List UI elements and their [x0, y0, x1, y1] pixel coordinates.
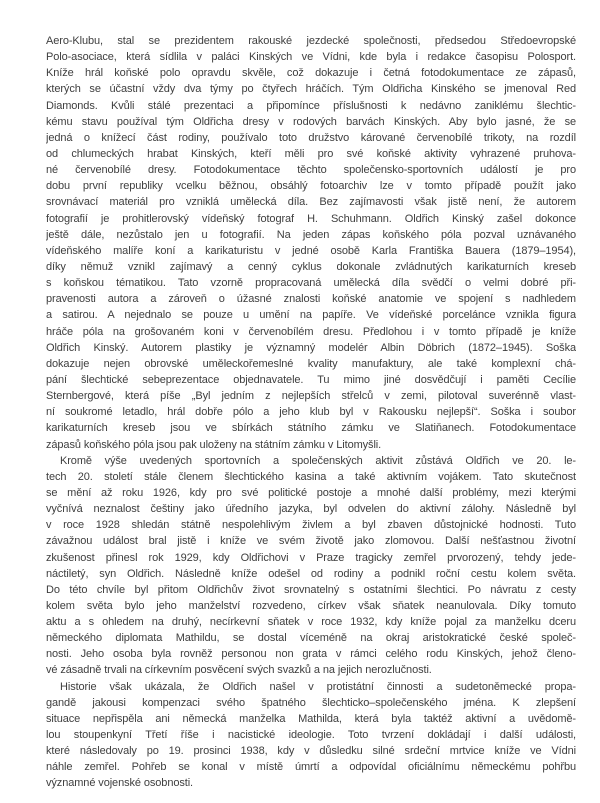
text-line: vé zásadně trvali na církevním posvěcení svých svazků a na jejich nerozlučnosti.	[46, 664, 432, 677]
text-line: tech 20. století stále členem šlechtického kasina a také aktivním vojákem. Tato skutečnost	[46, 470, 576, 483]
text-line: kterých se účastní vždy dva týmy po čtyřech hráčích. Tým Oldřicha Kinského se jmenoval Red	[46, 83, 576, 96]
text-line: aktu a s ohledem na druhý, necírkevní sňatek v roce 1932, kdy kníže pojal za manželku dceru	[46, 616, 576, 629]
text-line: Diamonds. Kvůli stálé prezentaci a připomínce příslušnosti k nedávno zaniklému šlechtic-	[46, 99, 576, 112]
text-line: dobu první republiky vcelku běžnou, obsáhlý fotoarchiv lze v tomto případě použít jako	[46, 180, 576, 193]
text-line: a satirou. A nejednalo se pouze u umění na papíře. Ve vídeňské porcelánce vznikla figura	[46, 309, 576, 322]
text-line: zkušenost přinesl rok 1929, kdy Oldřichovi v Praze tragicky zemřel prvorozený, tehdy jede-	[46, 551, 576, 564]
text-line: Do této chvíle byl přitom Oldřichův život srovnatelný s ostatními šlechtici. Po návratu z cesty	[46, 583, 576, 596]
text-line: kému stavu používal tým Oldřicha dresy v rodových barvách Kinských. Aby bylo jasné, že se	[46, 115, 576, 128]
text-line: Kníže hrál koňské polo opravdu skvěle, což dokazuje i četná fotodokumentace ze zápasů,	[46, 67, 576, 80]
text-line: hráče póla na grošovaném koni v červenobílém dresu. Předlohou i v tomto případě je kníže	[46, 325, 576, 338]
text-line: které následovaly po 19. prosinci 1938, kdy v důsledku silné srdeční mrtvice kníže ve Vídni	[46, 745, 576, 758]
text-line: se mění až roku 1926, kdy pro své politické postoje a mnohé další problémy, mezi kterými	[46, 486, 576, 499]
text-line: s koňskou tématikou. Tato vzorně propracovaná umělecká díla svědčí o velmi dobré při-	[46, 277, 576, 290]
text-line: situace nepřispěla ani německá manželka Mathilda, která byla taktéž aktivní a uvědomě-	[46, 712, 576, 725]
text-line: zápasů koňského póla jsou pak uloženy na státním zámku v Litomyšli.	[46, 438, 382, 451]
text-line: karikaturních kreseb jsou ve sbírkách státního zámku ve Slatiňanech. Fotodokumentace	[46, 422, 576, 435]
text-line: německého diplomata Mathildu, se dostal víceméně na okraj aristokratické české společ-	[46, 632, 576, 645]
text-line: závažnou událost bral jistě i kníže ve svém životě jako zlomovou. Další nešťastnou životní	[46, 535, 576, 548]
text-line: Oldřich Kinský. Autorem plastiky je významný modelér Albin Döbrich (1872–1945). Soška	[46, 341, 576, 354]
text-line: nosti. Jeho osoba byla rovněž personou non grata v rámci celého rodu Kinských, jehož členo-	[46, 648, 576, 661]
text-line: gandě jakousi kompenzaci svého špatného šlechticko–společenského jména. K zlepšení	[46, 696, 576, 709]
text-line: náctiletý, syn Oldřich. Následně kníže odešel od rodiny a podnikl roční cestu kolem světa.	[46, 567, 576, 580]
text-column	[46, 33, 576, 792]
text-line: náhle zemřel. Pohřeb se konal v místě úmrtí a odpovídal oficiálnímu německému pohřbu	[46, 761, 576, 774]
text-line: kolem světa bylo jeho manželství rozvedeno, církev však sňatek neanulovala. Díky tomuto	[46, 599, 576, 612]
text-line: díky němuž vznikl zajímavý a cenný cyklus dokonale zvládnutých karikaturních kreseb	[46, 260, 576, 273]
text-line: vyčnívá neznalost češtiny jako úředního jazyka, byl odvelen do aktivní zálohy. Následně byl	[46, 503, 576, 516]
text-line: významné vojenské osobnosti.	[46, 777, 194, 790]
text-line: né červenobílé dresy. Fotodokumentace těchto společensko-sportovních událostí je pro	[46, 164, 576, 177]
text-line: pání šlechtické sebeprezentace objednavatele. Tu mimo jiné dosvědčují i paměti Cecílie	[46, 373, 576, 386]
text-line: v roce 1928 shledán státně nespolehlivým živlem a byl zbaven důstojnické hodnosti. Tuto	[46, 519, 576, 532]
text-line: od chlumeckých hrabat Kinských, kteří měli pro své koňské aktivity vyhrazené pruhova-	[46, 147, 576, 160]
text-line: lou stoupenkyní Třetí říše i nacistické ideologie. Toto tvrzení dokládají i další události,	[46, 729, 576, 742]
text-line: Historie však ukázala, že Oldřich našel v protistátní činnosti a sudetoněmecké propa-	[60, 680, 576, 693]
text-line: jedná o knížecí část rodiny, používalo toto družstvo kárované červenobílé trikoty, na rozdíl	[46, 131, 576, 144]
text-line: dokazuje nejen obrovské uměleckořemeslné kvality manufaktury, ale také komplexní chá-	[46, 357, 576, 370]
text-line: ještě dále, nezůstalo jen u fotografií. Na jeden zápas koňského póla pozval uznávaného	[46, 228, 576, 241]
text-line: pravenosti autora a zároveň o úžasné znalosti koňské anatomie ve spojení s nadhledem	[46, 293, 576, 306]
text-line: srovnávací materiál pro vzniklá umělecká díla. Bez zajímavosti však jistě není, že autorem	[46, 196, 576, 209]
text-line: Sternbergové, která píše „Byl jedním z nejlepších střelců v zemi, pilotoval suverénně vlast-	[46, 390, 576, 403]
text-line: vídeňského malíře koní a karikaturistu v jedné osobě Karla Františka Bauera (1879–1954),	[46, 244, 576, 257]
text-line: Aero-Klubu, stal se prezidentem rakouské jezdecké společnosti, předsedou Středoevropské	[46, 35, 576, 47]
text-line: Kromě výše uvedených sportovních a společenských aktivit zůstává Oldřich ve 20. le-	[60, 454, 576, 467]
text-line: ní soukromé letadlo, hrál dobře pólo a jeho klub byl v Rakousku nejlepší“. Soška i soubor	[46, 406, 576, 419]
text-line: Polo-asociace, která sídlila v paláci Kinských ve Vídni, kde byla i redakce časopisu Polosport.	[46, 51, 576, 64]
text-line: fotografií je prohitlerovský vídeňský fotograf H. Schuhmann. Oldřich Kinský zašel dokonce	[46, 212, 576, 225]
